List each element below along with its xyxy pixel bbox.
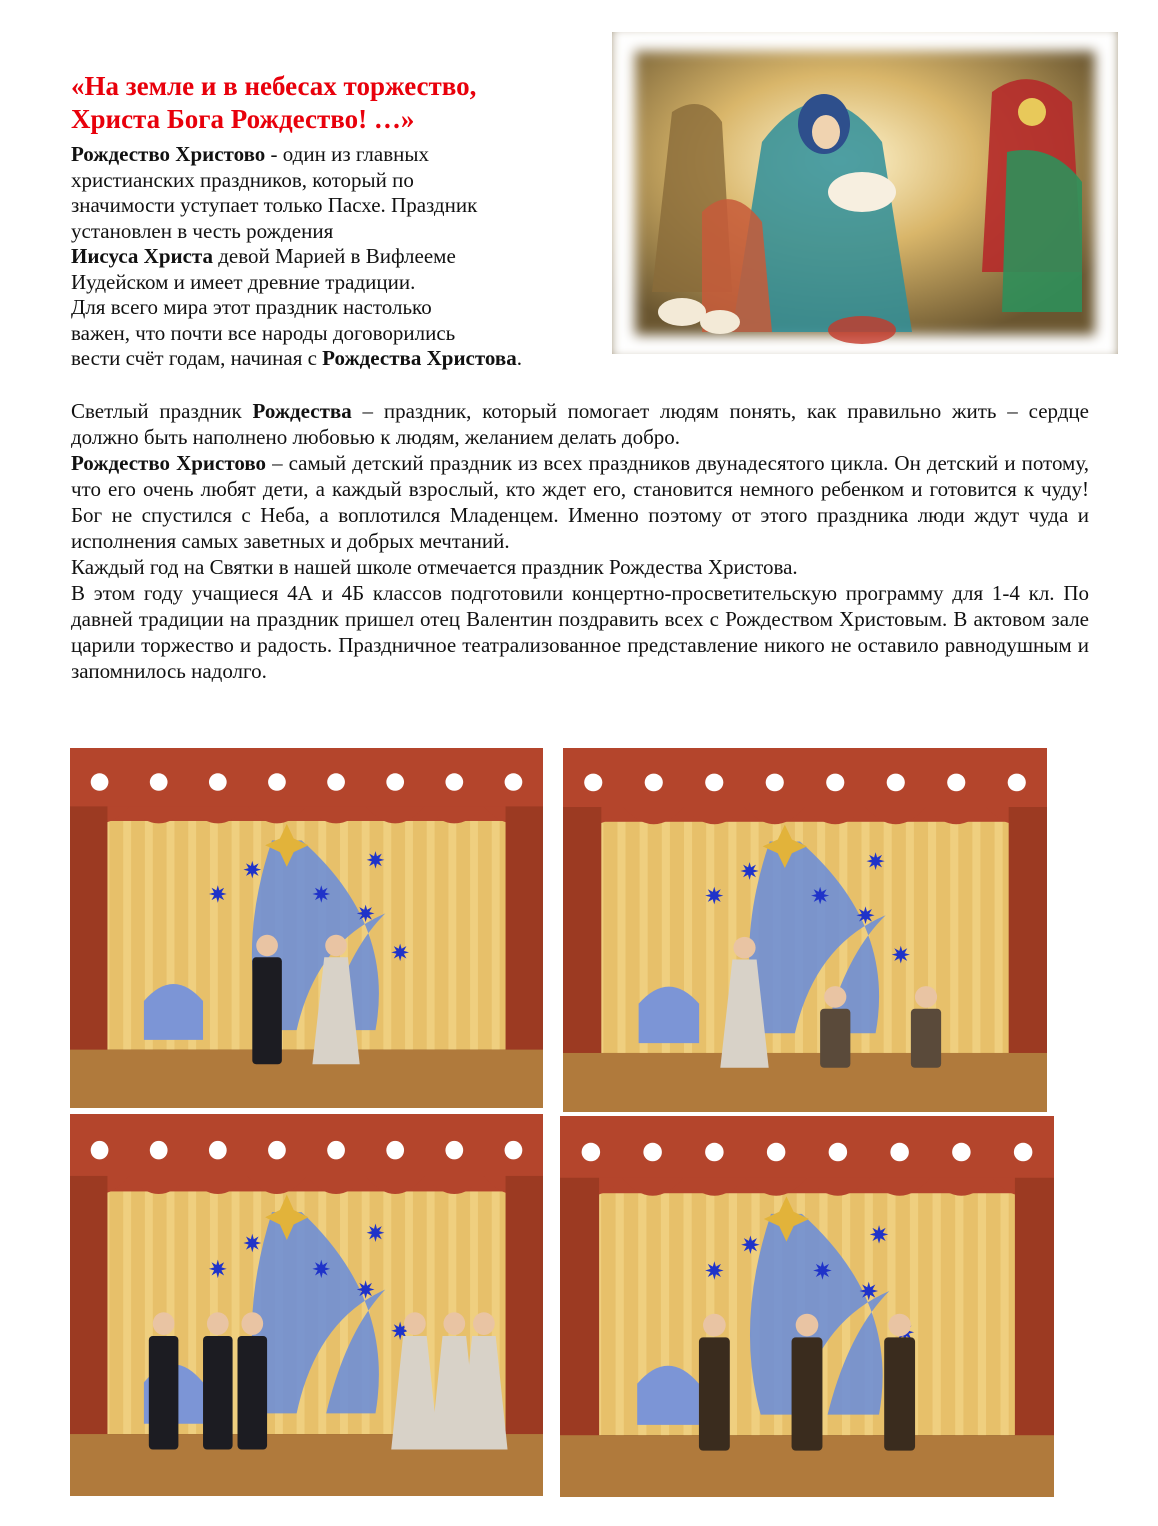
article-body [71,398,1089,684]
performer-head [404,1312,426,1335]
curtain-fold [1000,1188,1008,1435]
stage-photo-2 [563,748,1047,1112]
side-curtain-right [1015,1178,1054,1446]
angel-ornament [826,774,844,792]
performer-body [820,1009,850,1068]
performer-body [884,1337,915,1450]
paragraph [71,450,1089,554]
stage-scene-graphic [560,1116,1054,1497]
angel-ornament [386,1141,404,1160]
curtain-fold [995,817,1003,1053]
angel-ornament [705,1143,724,1162]
curtain-fold [232,816,240,1050]
performer-head [703,1314,726,1337]
angel-ornament [947,774,965,792]
blue-star-icon [391,944,409,962]
performer-head [207,1312,229,1335]
intro-line: значимости уступает только Пасхе. Праздник [71,193,478,217]
paragraph-fragment: Светлый праздник [71,399,253,423]
angel-ornament [952,1143,971,1162]
title-line-1: «На земле и в небесах торжество, [71,71,477,101]
intro-fragment: . [516,346,522,370]
stage-photo-3 [70,1114,543,1496]
blue-star-icon [811,887,829,905]
curtain-fold [955,1188,963,1435]
angel-ornament [150,1141,168,1160]
blue-star-icon [741,1235,760,1254]
curtain-fold [884,817,892,1053]
curtain-fold [972,817,980,1053]
curtain-fold [427,816,435,1050]
blue-star-icon [859,1282,878,1301]
angel-ornament [505,773,523,791]
performer-body [149,1336,179,1450]
performer-head [473,1312,495,1335]
intro-line: важен, что почти все народы договорились [71,320,456,345]
angel-ornament [150,773,168,791]
curtain-fold [123,1186,131,1434]
angel-ornament [268,773,286,791]
side-curtain-left [563,807,601,1063]
angel-ornament [327,773,345,791]
intro-fragment: девой Марией в Вифлееме [213,244,456,268]
bold-term: Рождества Христова [322,346,517,370]
angel-ornament [645,774,663,792]
angel-ornament [890,1143,909,1162]
paragraph: Каждый год на Святки в нашей школе отмечается праздник Рождества Христова. [71,555,798,579]
blue-star-icon [209,1260,227,1279]
performer-head [824,986,846,1008]
stage-photo-4 [560,1116,1054,1497]
curtain-fold [405,816,413,1050]
angel-ornament [766,774,784,792]
blue-star-icon [209,885,227,903]
nativity-scene-graphic [612,32,1118,354]
paragraph [71,398,1089,450]
performer-head [443,1312,465,1335]
angel-ornament [209,1141,227,1160]
blue-star-icon [357,905,375,923]
blue-star-icon [870,1225,889,1244]
intro-text [71,142,631,372]
angel-ornament [386,773,404,791]
performer-head [241,1312,263,1335]
blue-star-icon [367,851,385,869]
intro-line: христианских праздников, который по [71,167,414,192]
intro-line: установлен в честь рождения [71,218,334,243]
blue-star-icon [705,1261,724,1280]
intro-line [71,244,631,270]
curtain-fold [383,1186,391,1434]
stage-scene-graphic [70,748,543,1108]
angel-ornament [268,1141,286,1160]
angel-ornament [209,773,227,791]
performer-body [911,1009,941,1068]
bold-term: Иисуса Христа [71,244,213,268]
blue-star-icon [312,885,330,903]
intro-line [71,142,631,168]
angel-ornament [887,774,905,792]
curtain-fold [933,1188,941,1435]
curtain-fold [617,817,625,1053]
article-title [71,70,611,136]
paragraph-fragment: – самый детский праздник из всех праздников двунадесятого цикла. Он детский и потому, что его очень любят дети, а каждый взрослый, кто ждет его, становится немного ребенком и готовится к чуду! Бог не спустился с Неба, а воплотился Младенцем. Именно поэтому от этого праздника люди ждут чуда и исполнения самых заветных и добрых мечтаний. [71,451,1089,553]
angel-ornament [584,774,602,792]
blue-star-icon [856,906,874,924]
curtain-fold [950,817,958,1053]
performer-head [915,986,937,1008]
angel-ornament [1008,774,1026,792]
blue-star-icon [892,946,910,964]
curtain-fold [210,816,218,1050]
performer-head [325,935,347,956]
paragraph: В этом году учащиеся 4А и 4Б классов подготовили концертно-просветительскую программу для 1-4 кл. По давней традиции на праздник пришел отец Валентин поздравить всех с Рождеством Христовым. В актовом зале царили торжество и радость. Праздничное театрализованное представление никого не оставило равнодушным и запомнилось надолго. [71,581,1089,683]
angel-ornament [643,1143,662,1162]
side-curtain-left [560,1178,599,1446]
angel-ornament [445,773,463,791]
curtain-fold [616,1188,624,1435]
blue-star-icon [740,862,758,880]
side-curtain-left [70,1176,107,1444]
performer-head [796,1314,819,1337]
side-curtain-right [506,806,543,1059]
performer-body [203,1336,233,1450]
nativity-painting [612,32,1118,354]
blue-star-icon [813,1261,832,1280]
performer-head [153,1312,175,1335]
performer-body [792,1337,823,1450]
curtain-fold [383,816,391,1050]
side-curtain-right [506,1176,543,1444]
blue-star-icon [312,1260,330,1279]
angel-ornament [91,1141,109,1160]
angel-ornament [445,1141,463,1160]
performer-body [252,957,282,1064]
curtain-fold [978,1188,986,1435]
manger-drape [637,1366,699,1425]
blue-star-icon [705,887,723,905]
angel-ornament [327,1141,345,1160]
stage-photo-1 [70,748,543,1108]
blue-star-icon [243,861,261,879]
performer-head [256,935,278,956]
angel-ornament [91,773,109,791]
intro-line: Иудейском и имеет древние традиции. [71,269,416,294]
title-line-2: Христа Бога Рождество! …» [71,104,415,134]
bold-term: Рождество Христово [71,451,267,475]
stage-floor [563,1053,1047,1112]
performer-body [699,1337,730,1450]
intro-line [71,346,631,372]
stage-floor [70,1050,543,1108]
manger-drape [639,987,700,1044]
curtain-fold [470,816,478,1050]
performer-head [888,1314,911,1337]
curtain-fold [448,816,456,1050]
angel-ornament [705,774,723,792]
blue-star-icon [357,1280,375,1299]
manger-drape [144,984,203,1040]
blue-star-icon [867,852,885,870]
blue-star-icon [367,1223,385,1242]
intro-fragment: вести счёт годам, начиная с [71,346,323,370]
stage-scene-graphic [70,1114,543,1496]
performer-body [238,1336,268,1450]
side-curtain-right [1009,807,1047,1063]
angel-ornament [829,1143,848,1162]
angel-ornament [505,1141,523,1160]
curtain-fold [706,817,714,1053]
bold-term: Рождество Христово [71,142,266,166]
intro-fragment: - один из главных [265,142,429,166]
intro-line: Для всего мира этот праздник настолько [71,295,432,319]
blue-star-icon [243,1234,261,1253]
side-curtain-left [70,806,107,1059]
paragraph-fragment: – праздник, который помогает людям понять, как правильно жить – сердце должно быть наполнено любовью к людям, желанием делать добро. [71,399,1089,449]
angel-ornament [767,1143,786,1162]
stage-scene-graphic [563,748,1047,1112]
curtain-fold [492,816,500,1050]
bold-term: Рождества [252,399,352,423]
angel-ornament [1014,1143,1033,1162]
curtain-fold [729,1188,737,1435]
curtain-fold [123,816,131,1050]
angel-ornament [582,1143,601,1162]
performer-head [733,937,755,959]
